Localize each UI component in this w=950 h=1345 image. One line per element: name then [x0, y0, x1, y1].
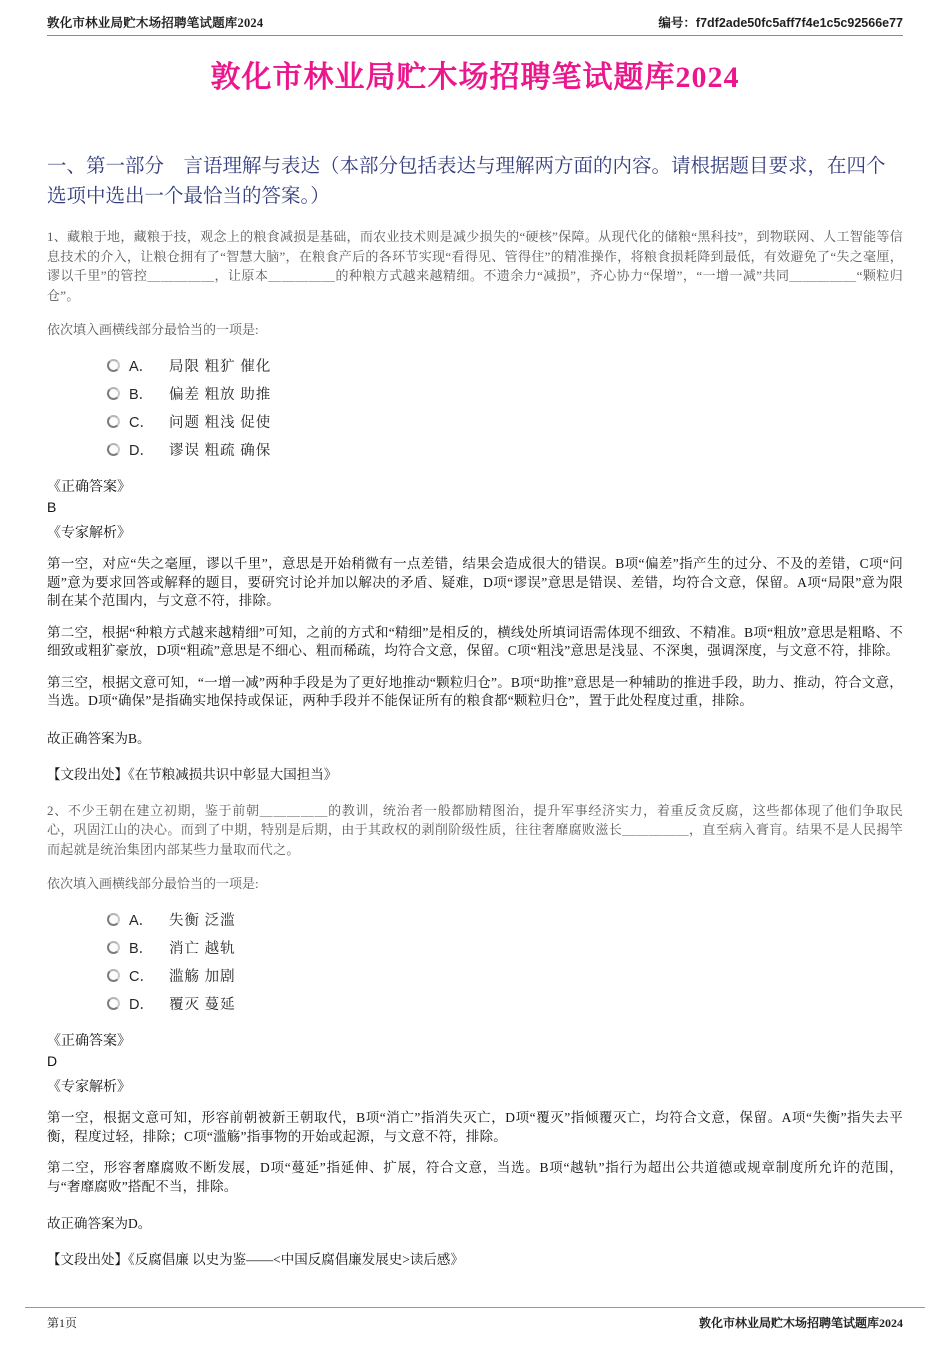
- option-letter: D．: [129, 996, 154, 1013]
- question-prompt: 依次填入画横线部分最恰当的一项是:: [47, 322, 259, 337]
- question-block-1: [47, 227, 903, 783]
- option-text: 局限 粗犷 催化: [169, 358, 272, 375]
- option-text: 谬误 粗疏 确保: [169, 442, 272, 459]
- source-reference: 【文段出处】《在节粮减损共识中彰显大国担当》: [47, 766, 338, 782]
- conclusion-text: 故正确答案为B。: [47, 730, 151, 746]
- source-reference: 【文段出处】《反腐倡廉 以史为鉴——<中国反腐倡廉发展史>读后感》: [47, 1252, 464, 1267]
- option-text: 问题 粗浅 促使: [169, 414, 272, 431]
- radio-icon[interactable]: [107, 969, 120, 982]
- option-text: 消亡 越轨: [169, 940, 236, 957]
- question-prompt: 依次填入画横线部分最恰当的一项是:: [47, 876, 259, 891]
- page-footer: [25, 1307, 925, 1331]
- option-a[interactable]: [107, 905, 903, 933]
- option-b[interactable]: [107, 933, 903, 961]
- section-heading: 一、第一部分 言语理解与表达（本部分包括表达与理解两方面的内容。请根据题目要求，在四个选项中选出一个最恰当的答案。）: [47, 156, 886, 207]
- serial-value: f7df2ade50fc5aff7f4e1c5c92566e77: [695, 16, 903, 30]
- options-list: [47, 905, 903, 1017]
- question-stem: 2、不少王朝在建立初期，鉴于前朝＿＿＿＿＿的教训，统治者一般都励精图治，提升军事经济实力，着重反贪反腐，这些都体现了他们争取民心，巩固江山的决心。而到了中期，特别是后期，由于其政权的剥削阶级性质，往往奢靡腐败滋长＿＿＿＿＿，直至病入膏肓。结果不是人民揭竿而起就是统治集团内部某些力量取而代之。: [47, 802, 903, 857]
- page-number: 第1页: [47, 1316, 78, 1330]
- radio-icon[interactable]: [107, 913, 120, 926]
- option-letter: A．: [129, 912, 154, 929]
- option-letter: B．: [129, 386, 154, 403]
- option-letter: C．: [129, 968, 154, 985]
- conclusion-text: 故正确答案为D。: [47, 1216, 152, 1231]
- answer-letter: D: [47, 1053, 58, 1069]
- question-stem: 1、藏粮于地，藏粮于技，观念上的粮食减损是基础，而农业技术则是减少损失的“硬核”保障。从现代化的储粮“黑科技”，到物联网、人工智能等信息技术的介入，让粮仓拥有了“智慧大脑”，在粮食产后的各环节实现“看得见、管得住”的精准操作，将粮食损耗降到最低，有效避免了“失之毫厘，谬以千里”的管控＿＿＿＿＿，让原本＿＿＿＿＿的种粮方式越来越精细。不遗余力“减损”，齐心协力“保增”，“一增一减”共同＿＿＿＿＿“颗粒归仓”。: [47, 229, 903, 303]
- radio-icon[interactable]: [107, 443, 120, 456]
- option-b[interactable]: [107, 379, 903, 407]
- option-letter: B．: [129, 940, 154, 957]
- analysis-heading: 《专家解析》: [47, 526, 131, 541]
- serial-label: 编号：: [658, 16, 696, 30]
- radio-icon[interactable]: [107, 387, 120, 400]
- analysis-paragraph: 第二空，形容奢靡腐败不断发展，D项“蔓延”指延伸、扩展，符合文意，当选。B项“越轨”指行为超出公共道德或规章制度所允许的范围，与“奢靡腐败”搭配不当，排除。: [47, 1160, 903, 1194]
- option-text: 滥觞 加剧: [169, 968, 236, 985]
- option-letter: D．: [129, 442, 154, 459]
- question-block-2: [47, 801, 903, 1269]
- footer-doc-title: 敦化市林业局贮木场招聘笔试题库2024: [698, 1316, 903, 1330]
- analysis-heading: 《专家解析》: [47, 1080, 131, 1095]
- answer-letter: B: [47, 499, 57, 515]
- option-d[interactable]: [107, 435, 903, 463]
- answer-heading: 《正确答案》: [47, 1034, 131, 1049]
- radio-icon[interactable]: [107, 359, 120, 372]
- analysis-paragraph: 第一空，根据文意可知，形容前朝被新王朝取代，B项“消亡”指消失灭亡，D项“覆灭”指倾覆灭亡，均符合文意，保留。A项“失衡”指失去平衡，程度过轻，排除；C项“滥觞”指事物的开始或起源，与文意不符，排除。: [47, 1110, 903, 1144]
- option-letter: C．: [129, 414, 154, 431]
- option-a[interactable]: [107, 351, 903, 379]
- analysis-paragraph: 第二空，根据“种粮方式越来越精细”可知，之前的方式和“精细”是相反的，横线处所填词语需体现不细致、不精准。B项“粗放”意思是粗略、不细致或粗犷豪放，D项“粗疏”意思是不细心、粗而稀疏，均符合文意，保留。C项“粗浅”意思是浅显、不深奥，强调深度，与文意不符，排除。: [47, 624, 903, 658]
- radio-icon[interactable]: [107, 941, 120, 954]
- page-title: 敦化市林业局贮木场招聘笔试题库2024: [210, 61, 740, 94]
- radio-icon[interactable]: [107, 415, 120, 428]
- option-c[interactable]: [107, 961, 903, 989]
- page-header: [47, 0, 903, 36]
- radio-icon[interactable]: [107, 997, 120, 1010]
- option-letter: A．: [129, 358, 154, 375]
- analysis-paragraph: 第一空，对应“失之毫厘，谬以千里”，意思是开始稍微有一点差错，结果会造成很大的错误。B项“偏差”指产生的过分、不及的差错，C项“问题”意为要求回答或解释的题目，要研究讨论并加以解决的矛盾、疑难，D项“谬误”意思是错误、差错，均符合文意，保留。A项“局限”意为限制在某个范围内，与文意不符，排除。: [47, 556, 903, 608]
- options-list: [47, 351, 903, 463]
- option-text: 偏差 粗放 助推: [169, 386, 272, 403]
- option-c[interactable]: [107, 407, 903, 435]
- option-text: 失衡 泛滥: [169, 912, 236, 929]
- header-serial: [658, 13, 903, 31]
- header-doc-title: 敦化市林业局贮木场招聘笔试题库2024: [47, 16, 264, 30]
- option-d[interactable]: [107, 989, 903, 1017]
- option-text: 覆灭 蔓延: [169, 996, 236, 1013]
- answer-heading: 《正确答案》: [47, 480, 131, 495]
- analysis-paragraph: 第三空，根据文意可知，“一增一减”两种手段是为了更好地推动“颗粒归仓”。B项“助推”意思是一种辅助的推进手段，助力、推动，符合文意，当选。D项“确保”是指确实地保持或保证，两种手段并不能保证所有的粮食都“颗粒归仓”，置于此处程度过重，排除。: [47, 674, 903, 708]
